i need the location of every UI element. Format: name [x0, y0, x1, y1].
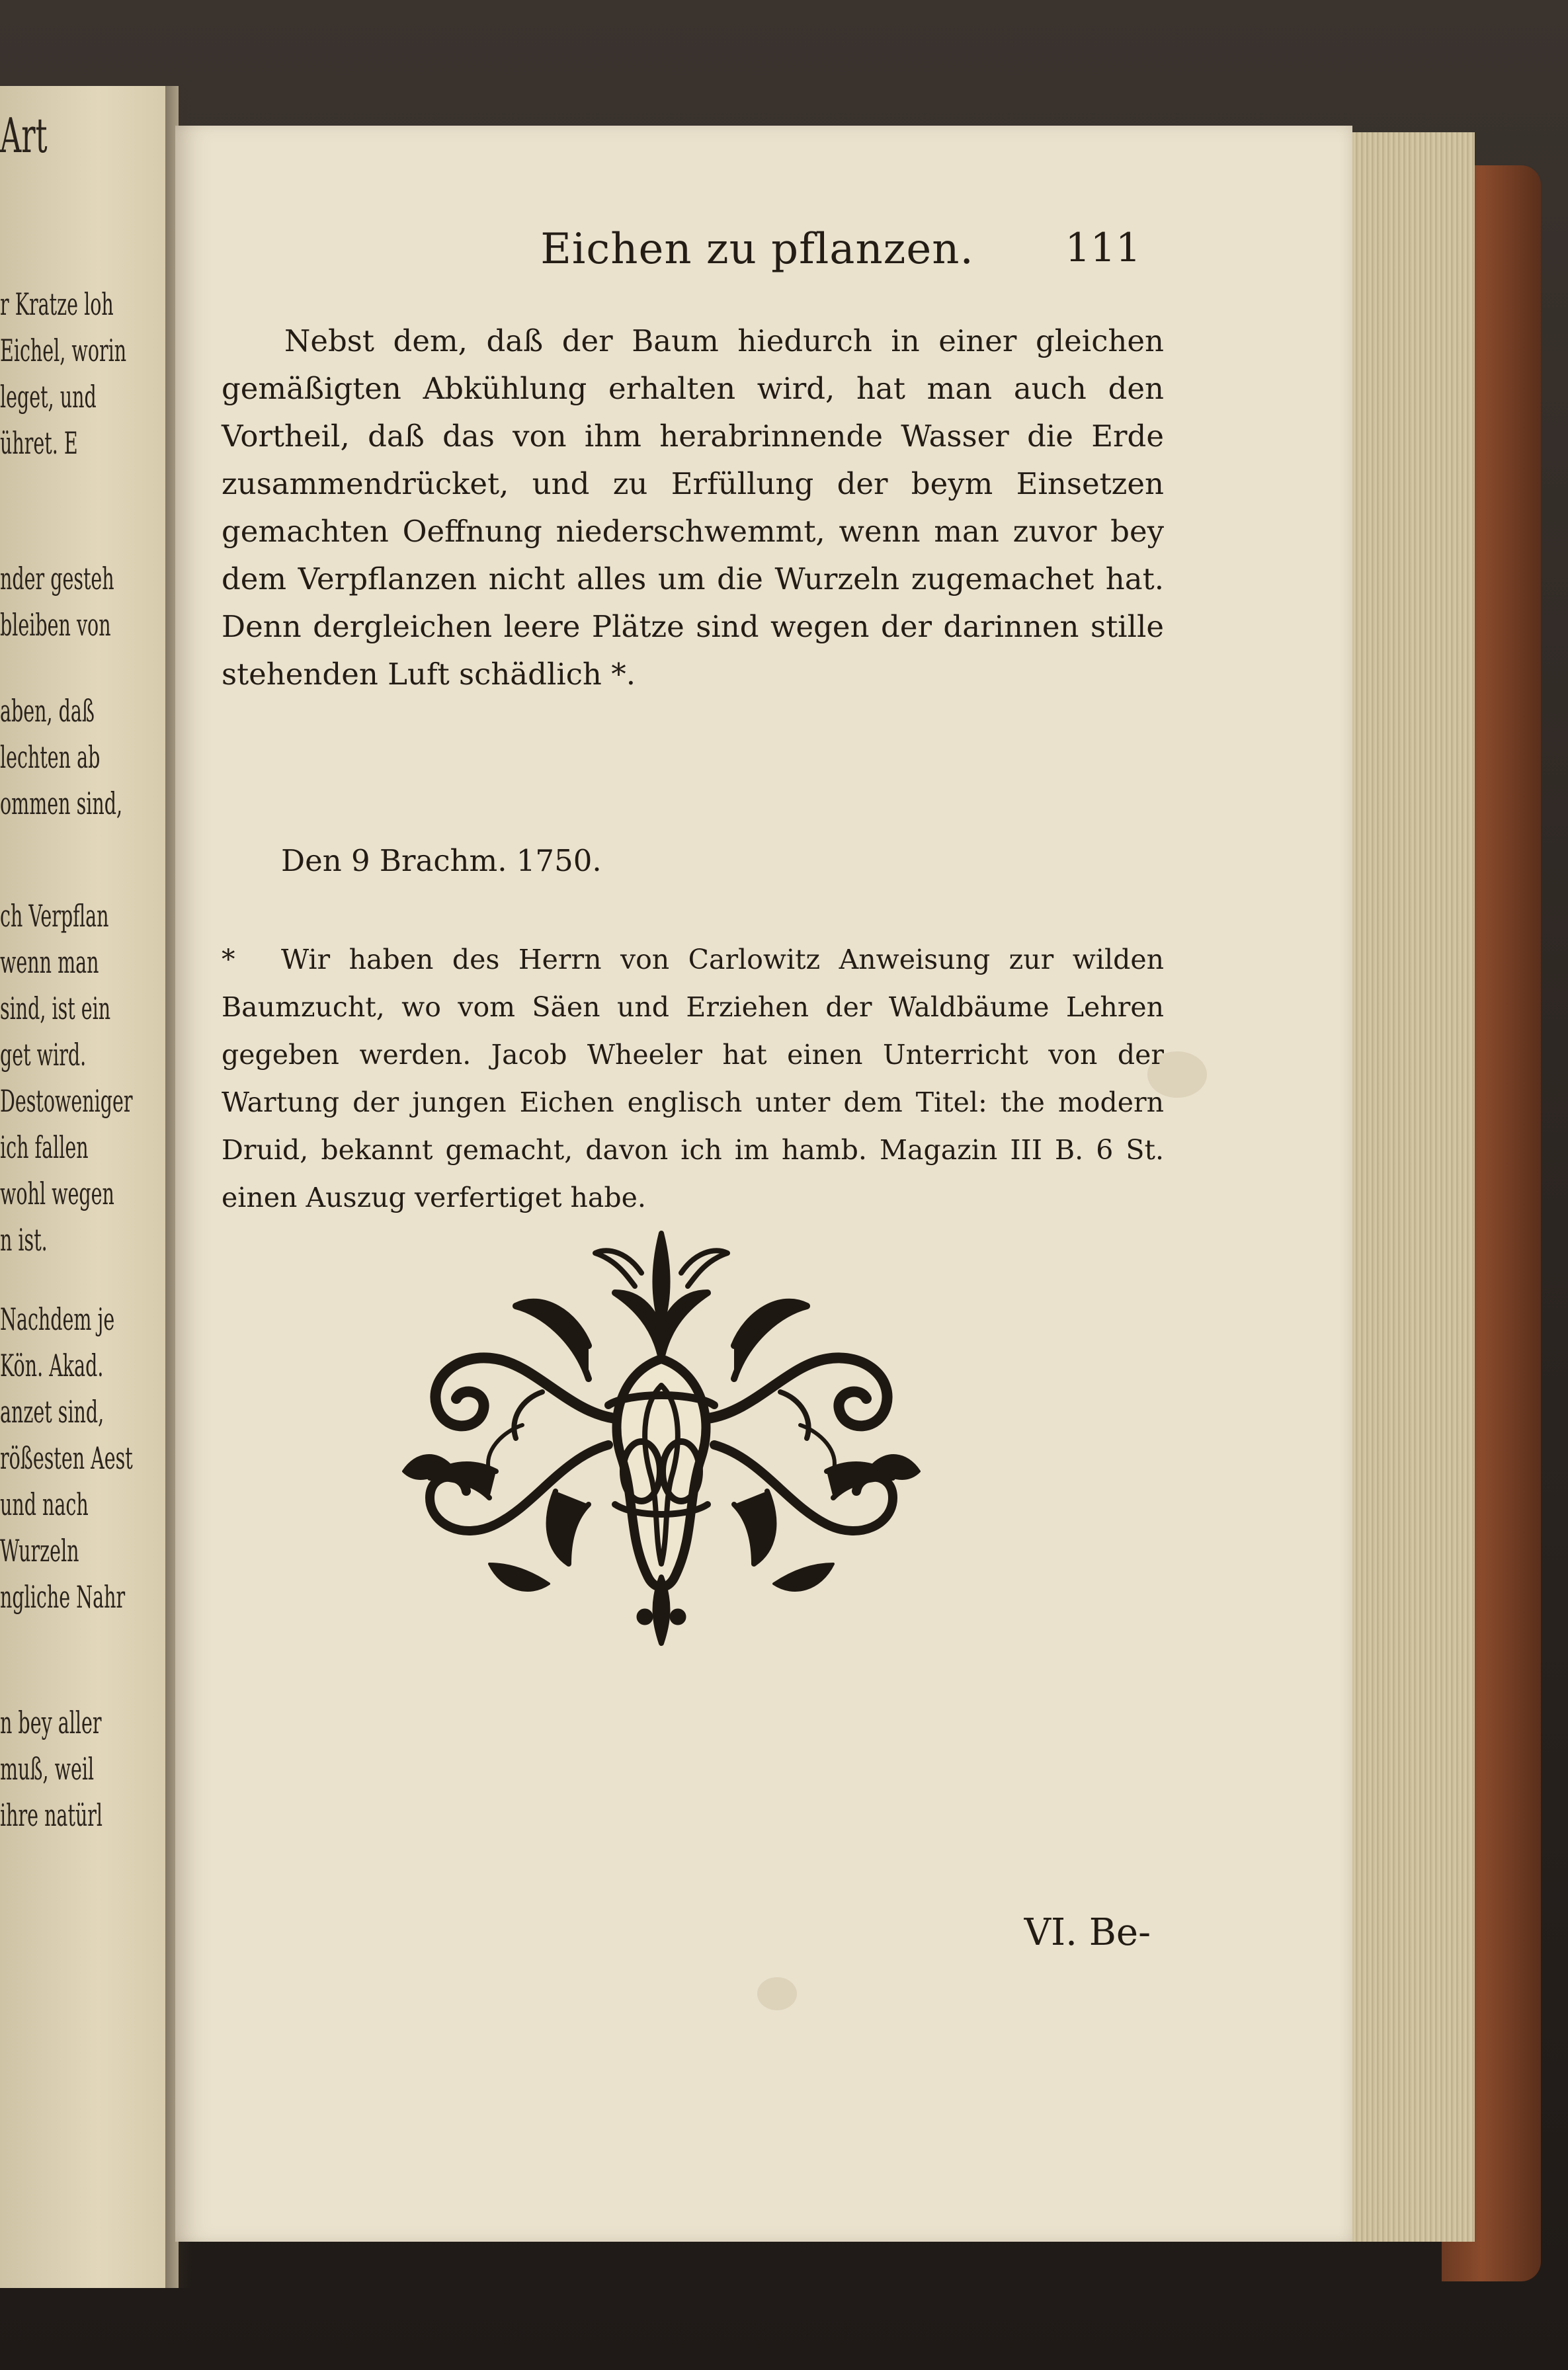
previous-page-line: get wird.	[0, 1037, 87, 1073]
previous-page-line: Eichel, worin	[0, 333, 127, 368]
previous-page-line: ommen sind,	[0, 786, 123, 821]
previous-page-line: lechten ab	[0, 739, 101, 775]
catchword: VI. Be-	[1024, 1911, 1151, 1954]
previous-page-line: muß, weil	[0, 1751, 95, 1787]
previous-page-line: ch Verpflan	[0, 898, 109, 934]
page-number: 111	[1065, 225, 1141, 271]
previous-page-line: Wurzeln	[0, 1533, 79, 1569]
previous-page-line: leget, und	[0, 379, 97, 415]
previous-page-line: n ist.	[0, 1222, 48, 1258]
running-title: Eichen zu pflanzen.	[540, 225, 974, 274]
page	[175, 126, 1352, 2242]
previous-page-line: rößesten Aest	[0, 1440, 133, 1476]
date-line: Den 9 Brachm. 1750.	[281, 843, 602, 878]
previous-page-line: wohl wegen	[0, 1176, 114, 1211]
page-header	[175, 225, 1352, 284]
previous-page-line: r Kratze loh	[0, 286, 114, 322]
previous-page-line: sind, ist ein	[0, 991, 111, 1026]
previous-page-line: und nach	[0, 1487, 89, 1522]
previous-page-line: Nachdem je	[0, 1301, 115, 1337]
previous-page-line: Kön. Akad.	[0, 1348, 104, 1383]
footnote	[222, 936, 1164, 1221]
page-fore-edge	[1342, 132, 1475, 2242]
previous-page-line: n bey aller	[0, 1705, 102, 1740]
previous-page-line: ngliche Nahr	[0, 1579, 126, 1615]
previous-page-line: wenn man	[0, 944, 99, 980]
previous-page	[0, 86, 179, 2288]
body-paragraph	[222, 317, 1164, 698]
previous-page-line: anzet sind,	[0, 1394, 104, 1430]
previous-page-line: ich fallen	[0, 1129, 89, 1165]
previous-page-line: ihre natürl	[0, 1797, 103, 1833]
previous-page-line: Destoweniger	[0, 1083, 133, 1119]
previous-page-line: ühret. E	[0, 425, 78, 461]
previous-page-line: bleiben von	[0, 607, 111, 643]
previous-page-line: Art	[0, 108, 48, 163]
footnote-text: Wir haben des Herrn von Carlowitz Anweisung zur wilden Baumzucht, wo vom Säen und Erziehen der Waldbäume Lehren gegeben werden. Jacob Wheeler hat einen Unterricht von der Wartung der jungen Eichen englisch unter dem Titel: the modern Druid, bekannt gemacht, davon ich im hamb. Magazin III B. 6 St. einen Auszug verfertiget habe.	[222, 944, 1164, 1213]
footnote-mark: *	[222, 944, 235, 975]
body-paragraph-text: Nebst dem, daß der Baum hiedurch in einer gleichen gemäßigten Abkühlung erhalten wird, hat man auch den Vortheil, daß das von ihm herabrinnende Wasser die Erde zusammendrücket, und zu Erfüllung der beym Einsetzen gemachten Oeffnung niederschwemmt, wenn man zuvor bey dem Verpflanzen nicht alles um die Wurzeln zugemachet hat. Denn dergleichen leere Plätze sind wegen der darinnen stille stehenden Luft schädlich *.	[222, 323, 1164, 692]
previous-page-line: nder gesteh	[0, 561, 114, 596]
previous-page-line: aben, daß	[0, 693, 95, 729]
fleuron-ornament-icon	[390, 1194, 932, 1656]
